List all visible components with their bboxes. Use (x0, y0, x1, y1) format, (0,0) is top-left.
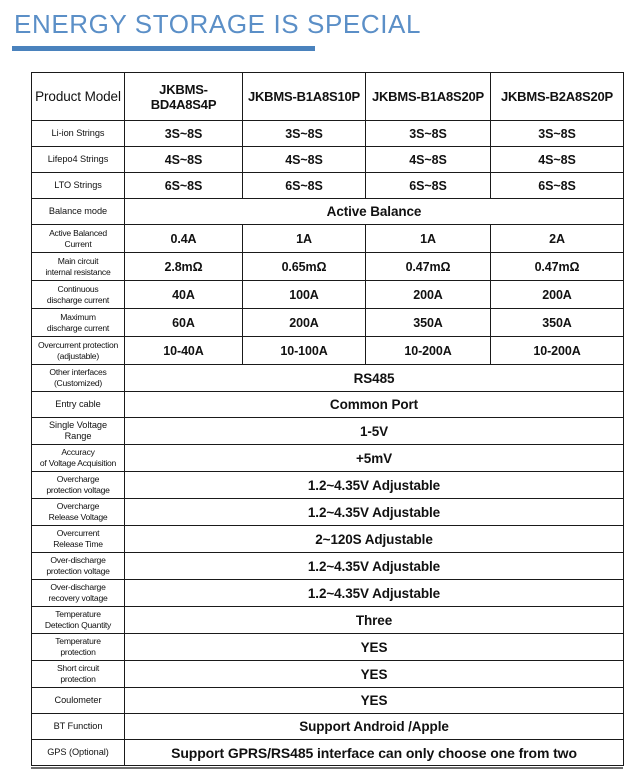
row-label: Li-ion Strings (32, 121, 125, 147)
row-value-col-3: 3S~8S (366, 121, 491, 147)
table-row (32, 634, 624, 661)
model-header-1: JKBMS-BD4A8S4P (125, 73, 243, 121)
row-value-col-2: 6S~8S (243, 173, 366, 199)
table-row (32, 472, 624, 499)
row-value-col-3: 4S~8S (366, 147, 491, 173)
row-value-merged: 1-5V (125, 418, 624, 445)
row-value-merged: 1.2~4.35V Adjustable (125, 472, 624, 499)
row-label: LTO Strings (32, 173, 125, 199)
page-title: ENERGY STORAGE IS SPECIAL (14, 9, 422, 39)
row-label: Main circuit internal resistance (32, 253, 125, 281)
table-row (32, 199, 624, 225)
table-row (32, 147, 624, 173)
row-label: Over-discharge recovery voltage (32, 580, 125, 607)
table-row (32, 253, 624, 281)
table-row (32, 418, 624, 445)
title-block (12, 8, 632, 51)
table-row (32, 309, 624, 337)
row-label: Short circuit protection (32, 661, 125, 688)
spec-table-body (32, 73, 624, 766)
row-label: GPS (Optional) (32, 740, 125, 766)
row-value-col-4: 6S~8S (491, 173, 624, 199)
table-row (32, 173, 624, 199)
table-row (32, 365, 624, 392)
table-row (32, 225, 624, 253)
row-value-col-4: 350A (491, 309, 624, 337)
row-value-col-3: 1A (366, 225, 491, 253)
row-value-col-4: 3S~8S (491, 121, 624, 147)
row-value-col-2: 1A (243, 225, 366, 253)
row-value-merged: Support Android /Apple (125, 714, 624, 740)
row-value-col-3: 6S~8S (366, 173, 491, 199)
row-value-col-3: 350A (366, 309, 491, 337)
spec-table-container (31, 72, 623, 769)
table-row (32, 445, 624, 472)
row-value-col-1: 0.4A (125, 225, 243, 253)
row-label: Overcurrent Release Time (32, 526, 125, 553)
row-label: Entry cable (32, 392, 125, 418)
row-value-merged: 1.2~4.35V Adjustable (125, 553, 624, 580)
row-value-merged: YES (125, 661, 624, 688)
row-value-col-1: 4S~8S (125, 147, 243, 173)
row-value-col-2: 4S~8S (243, 147, 366, 173)
row-label: BT Function (32, 714, 125, 740)
table-row (32, 740, 624, 766)
row-value-col-4: 10-200A (491, 337, 624, 365)
row-value-col-3: 200A (366, 281, 491, 309)
row-value-col-4: 200A (491, 281, 624, 309)
row-value-merged: +5mV (125, 445, 624, 472)
table-row (32, 121, 624, 147)
row-value-col-2: 3S~8S (243, 121, 366, 147)
row-label: Coulometer (32, 688, 125, 714)
row-label: Overcurrent protection (adjustable) (32, 337, 125, 365)
row-label: Single Voltage Range (32, 418, 125, 445)
table-row (32, 553, 624, 580)
row-value-col-2: 100A (243, 281, 366, 309)
row-value-col-3: 10-200A (366, 337, 491, 365)
title-underline-rule (12, 46, 315, 51)
row-value-merged: RS485 (125, 365, 624, 392)
row-label: Accuracy of Voltage Acquisition (32, 445, 125, 472)
row-value-col-1: 6S~8S (125, 173, 243, 199)
row-value-col-3: 0.47mΩ (366, 253, 491, 281)
table-row (32, 580, 624, 607)
table-row (32, 688, 624, 714)
table-row (32, 499, 624, 526)
row-label: Over-discharge protection voltage (32, 553, 125, 580)
row-value-merged: 1.2~4.35V Adjustable (125, 499, 624, 526)
row-value-col-2: 10-100A (243, 337, 366, 365)
product-spec-table (31, 72, 624, 766)
row-value-col-4: 0.47mΩ (491, 253, 624, 281)
row-label: Lifepo4 Strings (32, 147, 125, 173)
row-label: Maximum discharge current (32, 309, 125, 337)
row-value-col-1: 10-40A (125, 337, 243, 365)
row-value-col-1: 2.8mΩ (125, 253, 243, 281)
row-value-merged: YES (125, 688, 624, 714)
row-label: Temperature Detection Quantity (32, 607, 125, 634)
row-value-merged: Active Balance (125, 199, 624, 225)
row-value-merged: Three (125, 607, 624, 634)
row-label: Continuous discharge current (32, 281, 125, 309)
model-header-2: JKBMS-B1A8S10P (243, 73, 366, 121)
row-label: Other interfaces (Customized) (32, 365, 125, 392)
row-value-col-1: 3S~8S (125, 121, 243, 147)
row-value-merged: YES (125, 634, 624, 661)
table-row (32, 337, 624, 365)
row-label: Temperature protection (32, 634, 125, 661)
row-value-col-1: 60A (125, 309, 243, 337)
row-label: Active Balanced Current (32, 225, 125, 253)
row-value-col-1: 40A (125, 281, 243, 309)
row-label: Balance mode (32, 199, 125, 225)
table-row (32, 281, 624, 309)
table-row (32, 392, 624, 418)
model-header-3: JKBMS-B1A8S20P (366, 73, 491, 121)
model-header-4: JKBMS-B2A8S20P (491, 73, 624, 121)
row-label: Overcharge protection voltage (32, 472, 125, 499)
row-value-col-4: 4S~8S (491, 147, 624, 173)
row-label: Overcharge Release Voltage (32, 499, 125, 526)
row-value-merged: 2~120S Adjustable (125, 526, 624, 553)
product-model-header: Product Model (32, 73, 125, 121)
row-value-merged: Support GPRS/RS485 interface can only choose one from two (125, 740, 624, 766)
table-row (32, 661, 624, 688)
row-value-col-2: 0.65mΩ (243, 253, 366, 281)
table-row (32, 607, 624, 634)
table-row (32, 714, 624, 740)
row-value-col-4: 2A (491, 225, 624, 253)
table-header-row (32, 73, 624, 121)
table-row (32, 526, 624, 553)
row-value-merged: 1.2~4.35V Adjustable (125, 580, 624, 607)
row-value-merged: Common Port (125, 392, 624, 418)
row-value-col-2: 200A (243, 309, 366, 337)
